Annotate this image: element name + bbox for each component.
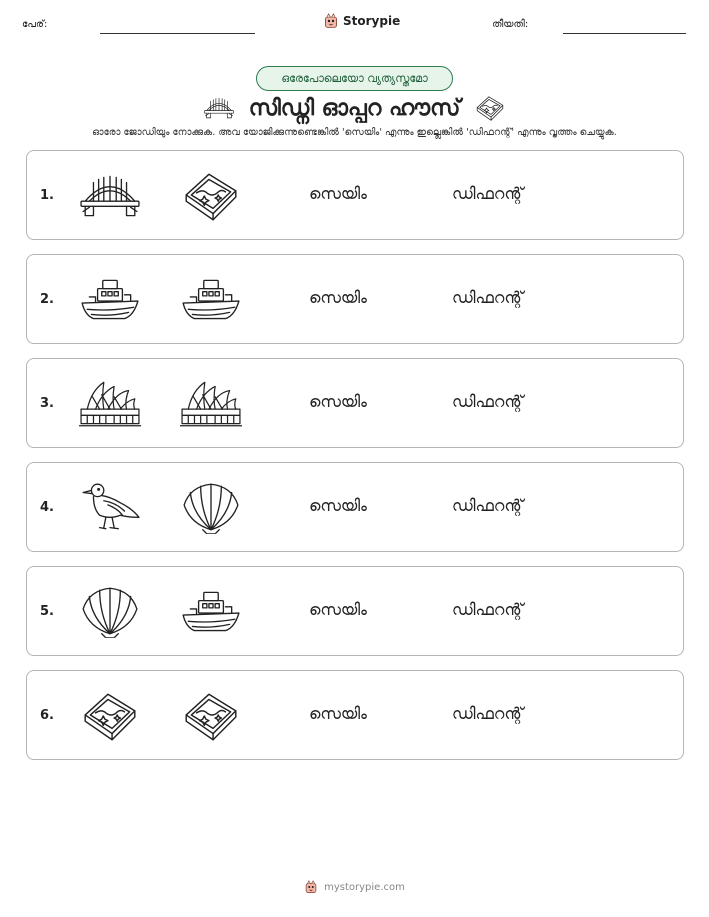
opera-house-icon [180,377,242,431]
bridge-icon [203,95,235,121]
different-option[interactable]: ഡിഫറന്റ് [452,288,524,307]
question-row [26,254,684,344]
date-label: തീയതി: [492,19,529,30]
shell-icon [180,481,242,535]
page-title: സിഡ്നി ഓപ്പറ ഹൗസ് [248,95,461,121]
boat-icon [180,273,242,327]
question-number: 5. [40,604,54,619]
question-number: 1. [40,188,54,203]
map-icon [180,169,242,223]
question-row [26,150,684,240]
boat-icon [79,273,141,327]
question-list [26,150,684,774]
different-option[interactable]: ഡിഫറന്റ് [452,392,524,411]
title-row [0,92,709,124]
question-row [26,462,684,552]
bridge-icon [79,169,141,223]
activity-badge: ഒരേപോലെയോ വ്യത്യസ്തമോ [256,66,453,91]
shell-icon [79,585,141,639]
same-option[interactable]: സെയിം [309,392,367,411]
map-icon [79,689,141,743]
question-number: 3. [40,396,54,411]
boat-icon [180,585,242,639]
different-option[interactable]: ഡിഫറന്റ് [452,704,524,723]
footer [0,880,709,894]
name-line[interactable] [100,33,255,34]
question-row [26,566,684,656]
page-header [0,0,709,50]
footer-url: mystorypie.com [324,881,405,893]
same-option[interactable]: സെയിം [309,288,367,307]
question-number: 4. [40,500,54,515]
same-option[interactable]: സെയിം [309,704,367,723]
same-option[interactable]: സെയിം [309,184,367,203]
question-number: 2. [40,292,54,307]
question-number: 6. [40,708,54,723]
storypie-logo-icon [323,13,339,29]
opera-house-icon [79,377,141,431]
seagull-icon [79,481,141,535]
different-option[interactable]: ഡിഫറന്റ് [452,600,524,619]
same-option[interactable]: സെയിം [309,496,367,515]
different-option[interactable]: ഡിഫറന്റ് [452,496,524,515]
name-label: പേര്: [22,19,48,30]
different-option[interactable]: ഡിഫറന്റ് [452,184,524,203]
storypie-logo-icon [304,880,318,894]
same-option[interactable]: സെയിം [309,600,367,619]
map-icon [474,94,506,122]
brand-name: Storypie [343,14,401,28]
map-icon [180,689,242,743]
question-row [26,670,684,760]
question-row [26,358,684,448]
brand [323,13,400,29]
instructions: ഓരോ ജോഡിയും നോക്കുക. അവ യോജിക്കുന്നുണ്ടെങ്കിൽ 'സെയിം' എന്നും ഇല്ലെങ്കിൽ 'ഡിഫറന്റ്' എന്നും വൃത്തം ചെയ്യുക. [92,127,617,138]
date-line[interactable] [563,33,686,34]
